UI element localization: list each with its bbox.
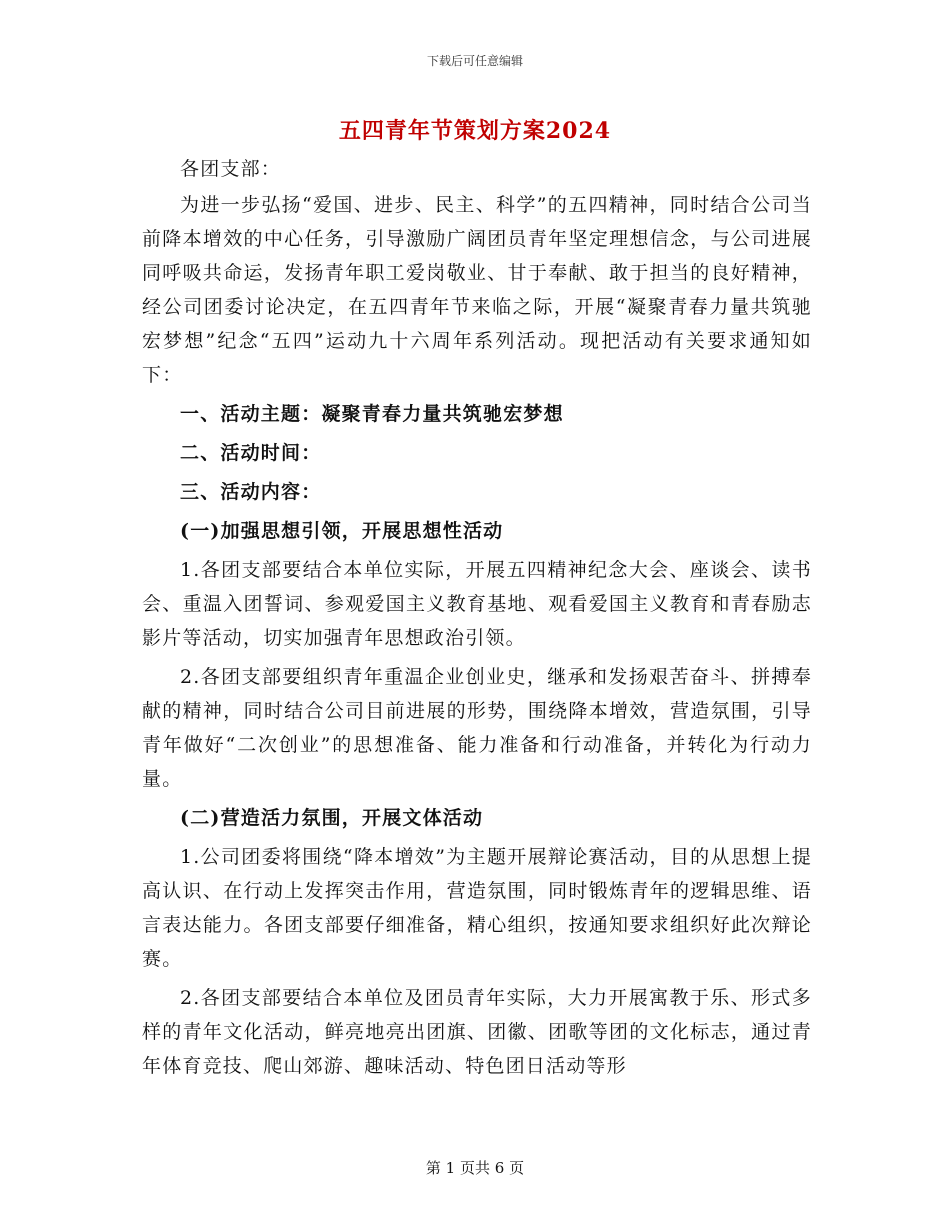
subsection-1-item-1: 1.各团支部要结合本单位实际，开展五四精神纪念大会、座谈会、读书会、重温入团誓词、参观爱国主义教育基地、观看爱国主义教育和青春励志影片等活动，切实加强青年思想政治引领。 (142, 559, 812, 649)
subsection-2-heading: (二)营造活力氛围，开展文体活动 (180, 807, 484, 829)
subsection-2-item-2: 2.各团支部要结合本单位及团员青年实际，大力开展寓教于乐、形式多样的青年文化活动，鲜亮地亮出团旗、团徽、团歌等团的文化标志，通过青年体育竞技、爬山郊游、趣味活动、特色团日活动等形 (142, 987, 812, 1077)
page-footer: 第 1 页共 6 页 (425, 1159, 525, 1177)
document-body (142, 152, 812, 1088)
document-title: 五四青年节策划方案2024 (338, 118, 612, 144)
section-content-heading: 三、活动内容： (180, 481, 322, 503)
subsection-1-heading: (一)加强思想引领，开展思想性活动 (180, 520, 504, 542)
subsection-2-item-1: 1.公司团委将围绕“降本增效”为主题开展辩论赛活动，目的从思想上提高认识、在行动上发挥突击作用，营造氛围，同时锻炼青年的逻辑思维、语言表达能力。各团支部要仔细准备，精心组织，按通知要求组织好此次辩论赛。 (142, 846, 812, 970)
section-theme-heading: 一、活动主题：凝聚青春力量共筑驰宏梦想 (180, 403, 564, 425)
salutation: 各团支部： (180, 158, 282, 180)
intro-paragraph: 为进一步弘扬“爱国、进步、民主、科学”的五四精神，同时结合公司当前降本增效的中心任务，引导激励广阔团员青年坚定理想信念，与公司进展同呼吸共命运，发扬青年职工爱岗敬业、甘于奉献、敢于担当的良好精神，经公司团委讨论决定，在五四青年节来临之际，开展“凝聚青春力量共筑驰宏梦想”纪念“五四”运动九十六周年系列活动。现把活动有关要求通知如下： (142, 194, 812, 386)
section-time-heading: 二、活动时间： (180, 442, 322, 464)
subsection-1-item-2: 2.各团支部要组织青年重温企业创业史，继承和发扬艰苦奋斗、拼搏奉献的精神，同时结合公司目前进展的形势，围绕降本增效，营造氛围，引导青年做好“二次创业”的思想准备、能力准备和行动准备，并转化为行动力量。 (142, 666, 812, 790)
page-header: 下载后可任意编辑 (426, 54, 523, 68)
